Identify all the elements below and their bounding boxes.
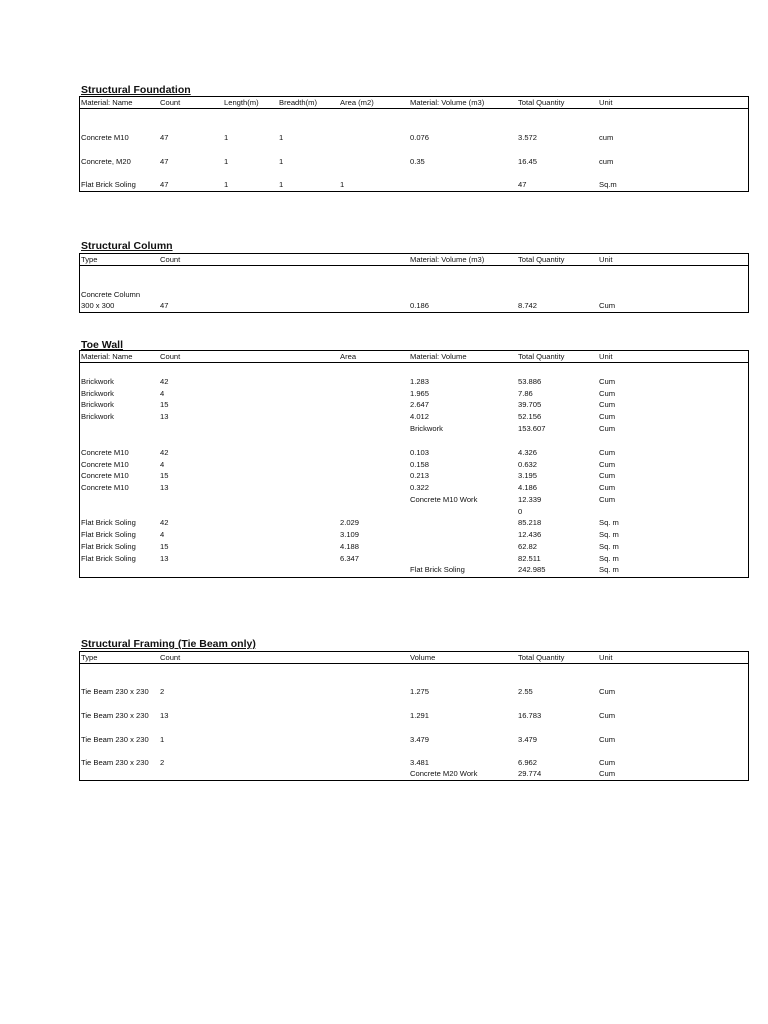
cell: 2.029 — [340, 518, 360, 527]
cell: 0 — [518, 507, 523, 516]
table-row — [80, 470, 748, 482]
cell: Cum — [599, 735, 616, 744]
foundation-title: Structural Foundation — [81, 84, 191, 96]
cell: 42 — [160, 518, 169, 527]
header-cell: Material: Volume (m3) — [410, 255, 485, 264]
cell: Brickwork — [81, 412, 114, 421]
cell: Sq. m — [599, 518, 619, 527]
cell: 1 — [160, 735, 165, 744]
cell: 0.103 — [410, 448, 430, 457]
cell: 47 — [160, 133, 169, 142]
header-cell: Count — [160, 255, 181, 264]
cell: Concrete M10 — [81, 133, 129, 142]
cell: 13 — [160, 483, 169, 492]
toewall-table — [79, 350, 749, 578]
header-cell: Total Quantity — [518, 255, 565, 264]
header-cell: Length(m) — [224, 98, 259, 107]
cell: Cum — [599, 769, 616, 778]
cell: Cum — [599, 483, 616, 492]
header-cell: Breadth(m) — [279, 98, 317, 107]
cell: 2 — [160, 687, 165, 696]
cell: 52.156 — [518, 412, 542, 421]
table-row — [80, 710, 748, 722]
cell: 1 — [224, 180, 229, 189]
cell: Brickwork — [81, 389, 114, 398]
header-cell: Count — [160, 653, 181, 662]
cell: 0.213 — [410, 471, 430, 480]
table-row — [80, 300, 748, 312]
table-row — [80, 541, 748, 553]
table-row — [80, 399, 748, 411]
header-cell: Material: Name — [81, 352, 133, 361]
cell: Cum — [599, 412, 616, 421]
cell: 12.436 — [518, 530, 542, 539]
cell: Brickwork — [81, 377, 114, 386]
cell: 62.82 — [518, 542, 538, 551]
cell: 1 — [279, 180, 284, 189]
cell: 42 — [160, 377, 169, 386]
cell: 13 — [160, 554, 169, 563]
cell: Concrete M10 Work — [410, 495, 478, 504]
cell: 39.705 — [518, 400, 542, 409]
header-cell: Material: Volume — [410, 352, 467, 361]
cell: 15 — [160, 471, 169, 480]
cell: 1.275 — [410, 687, 430, 696]
header-cell: Material: Name — [81, 98, 133, 107]
table-row — [80, 517, 748, 529]
cell: 1.283 — [410, 377, 430, 386]
cell: Cum — [599, 460, 616, 469]
cell: 1 — [279, 133, 284, 142]
header-cell: Unit — [599, 255, 613, 264]
table-row — [80, 734, 748, 746]
header-cell: Count — [160, 352, 181, 361]
header-cell: Unit — [599, 352, 613, 361]
toewall-title: Toe Wall — [81, 339, 123, 351]
cell: 1 — [279, 157, 284, 166]
header-cell: Area — [340, 352, 357, 361]
cell: 3.479 — [410, 735, 430, 744]
table-row — [80, 529, 748, 541]
header-cell: Total Quantity — [518, 98, 565, 107]
cell: 82.511 — [518, 554, 541, 563]
cell: 1.965 — [410, 389, 430, 398]
subtotal-row — [80, 564, 748, 576]
cell: 3.481 — [410, 758, 430, 767]
cell: 1 — [340, 180, 345, 189]
table-row — [80, 156, 748, 168]
cell: 53.886 — [518, 377, 542, 386]
framing-title: Structural Framing (Tie Beam only) — [81, 638, 256, 650]
cell: 4.012 — [410, 412, 430, 421]
cell: 4.186 — [518, 483, 538, 492]
cell: 13 — [160, 711, 169, 720]
column-title: Structural Column — [81, 240, 173, 252]
cell: 7.86 — [518, 389, 533, 398]
cell: Tie Beam 230 x 230 — [81, 687, 149, 696]
cell: 3.195 — [518, 471, 538, 480]
cell: 0.158 — [410, 460, 430, 469]
cell: 0.632 — [518, 460, 538, 469]
cell: Concrete M20 Work — [410, 769, 478, 778]
table-row — [80, 411, 748, 423]
cell: Sq. m — [599, 565, 619, 574]
cell: 1 — [224, 133, 229, 142]
cell: 2 — [160, 758, 165, 767]
header-cell: Total Quantity — [518, 352, 565, 361]
cell: 300 x 300 — [81, 301, 115, 310]
cell: 4.326 — [518, 448, 538, 457]
cell: 8.742 — [518, 301, 538, 310]
cell: Flat Brick Soling — [81, 518, 136, 527]
cell: Brickwork — [410, 424, 443, 433]
cell: 0.35 — [410, 157, 425, 166]
table-header-row — [80, 351, 748, 363]
cell: 0.076 — [410, 133, 430, 142]
cell: Flat Brick Soling — [410, 565, 465, 574]
cell: Cum — [599, 377, 616, 386]
cell: Brickwork — [81, 400, 114, 409]
cell: 85.218 — [518, 518, 542, 527]
cell: 15 — [160, 542, 169, 551]
header-cell: Unit — [599, 98, 613, 107]
cell: 16.783 — [518, 711, 542, 720]
cell: 0.322 — [410, 483, 430, 492]
cell: 42 — [160, 448, 169, 457]
cell: Cum — [599, 471, 616, 480]
framing-table — [79, 651, 749, 781]
table-row — [80, 686, 748, 698]
cell: Cum — [599, 424, 616, 433]
cell: Cum — [599, 758, 616, 767]
cell: Sq. m — [599, 530, 619, 539]
table-row — [80, 132, 748, 144]
table-row — [80, 482, 748, 494]
cell: 47 — [160, 180, 169, 189]
cell: Cum — [599, 400, 616, 409]
table-header-row — [80, 254, 748, 266]
header-cell: Material: Volume (m3) — [410, 98, 485, 107]
cell: 4 — [160, 389, 165, 398]
column-table — [79, 253, 749, 313]
subtotal-row — [80, 423, 748, 435]
cell: 12.339 — [518, 495, 542, 504]
cell: Cum — [599, 711, 616, 720]
cell: 4 — [160, 460, 165, 469]
cell: Cum — [599, 301, 616, 310]
header-cell: Type — [81, 653, 98, 662]
cell: 153.607 — [518, 424, 546, 433]
cell: Concrete M10 — [81, 483, 129, 492]
cell: 6.347 — [340, 554, 360, 563]
cell: Concrete, M20 — [81, 157, 131, 166]
cell: 2.55 — [518, 687, 533, 696]
cell: Concrete M10 — [81, 471, 129, 480]
cell: Tie Beam 230 x 230 — [81, 758, 149, 767]
table-header-row — [80, 97, 748, 109]
cell: Flat Brick Soling — [81, 180, 136, 189]
table-row — [80, 179, 748, 191]
cell: 3.572 — [518, 133, 538, 142]
cell: 13 — [160, 412, 169, 421]
cell: 3.479 — [518, 735, 538, 744]
cell: Cum — [599, 495, 616, 504]
cell: Tie Beam 230 x 230 — [81, 711, 149, 720]
cell: Cum — [599, 687, 616, 696]
header-cell: Volume — [410, 653, 436, 662]
cell: 0.186 — [410, 301, 430, 310]
cell: Concrete Column — [81, 290, 141, 299]
cell: Sq. m — [599, 554, 619, 563]
cell: Cum — [599, 389, 616, 398]
cell: 4 — [160, 530, 165, 539]
cell: 1 — [224, 157, 229, 166]
cell: 47 — [160, 301, 169, 310]
cell: 1.291 — [410, 711, 430, 720]
cell: 16.45 — [518, 157, 538, 166]
cell: 4.188 — [340, 542, 360, 551]
cell: Flat Brick Soling — [81, 554, 136, 563]
cell: Sq.m — [599, 180, 617, 189]
subtotal-row — [80, 494, 748, 506]
cell: cum — [599, 157, 614, 166]
table-row — [80, 447, 748, 459]
cell: cum — [599, 133, 614, 142]
cell: Flat Brick Soling — [81, 530, 136, 539]
cell: Concrete M10 — [81, 448, 129, 457]
cell: 29.774 — [518, 769, 542, 778]
subtotal-row — [80, 768, 748, 780]
header-cell: Total Quantity — [518, 653, 565, 662]
cell: Sq. m — [599, 542, 619, 551]
cell: Cum — [599, 448, 616, 457]
cell: Tie Beam 230 x 230 — [81, 735, 149, 744]
foundation-table — [79, 96, 749, 192]
cell: 2.647 — [410, 400, 430, 409]
cell: 242.985 — [518, 565, 546, 574]
cell: 15 — [160, 400, 169, 409]
cell: Flat Brick Soling — [81, 542, 136, 551]
table-header-row — [80, 652, 748, 664]
cell: 3.109 — [340, 530, 360, 539]
header-cell: Area (m2) — [340, 98, 374, 107]
header-cell: Count — [160, 98, 181, 107]
cell: 47 — [160, 157, 169, 166]
cell: 47 — [518, 180, 527, 189]
cell: Concrete M10 — [81, 460, 129, 469]
header-cell: Unit — [599, 653, 613, 662]
cell: 6.962 — [518, 758, 538, 767]
header-cell: Type — [81, 255, 98, 264]
table-row — [80, 376, 748, 388]
